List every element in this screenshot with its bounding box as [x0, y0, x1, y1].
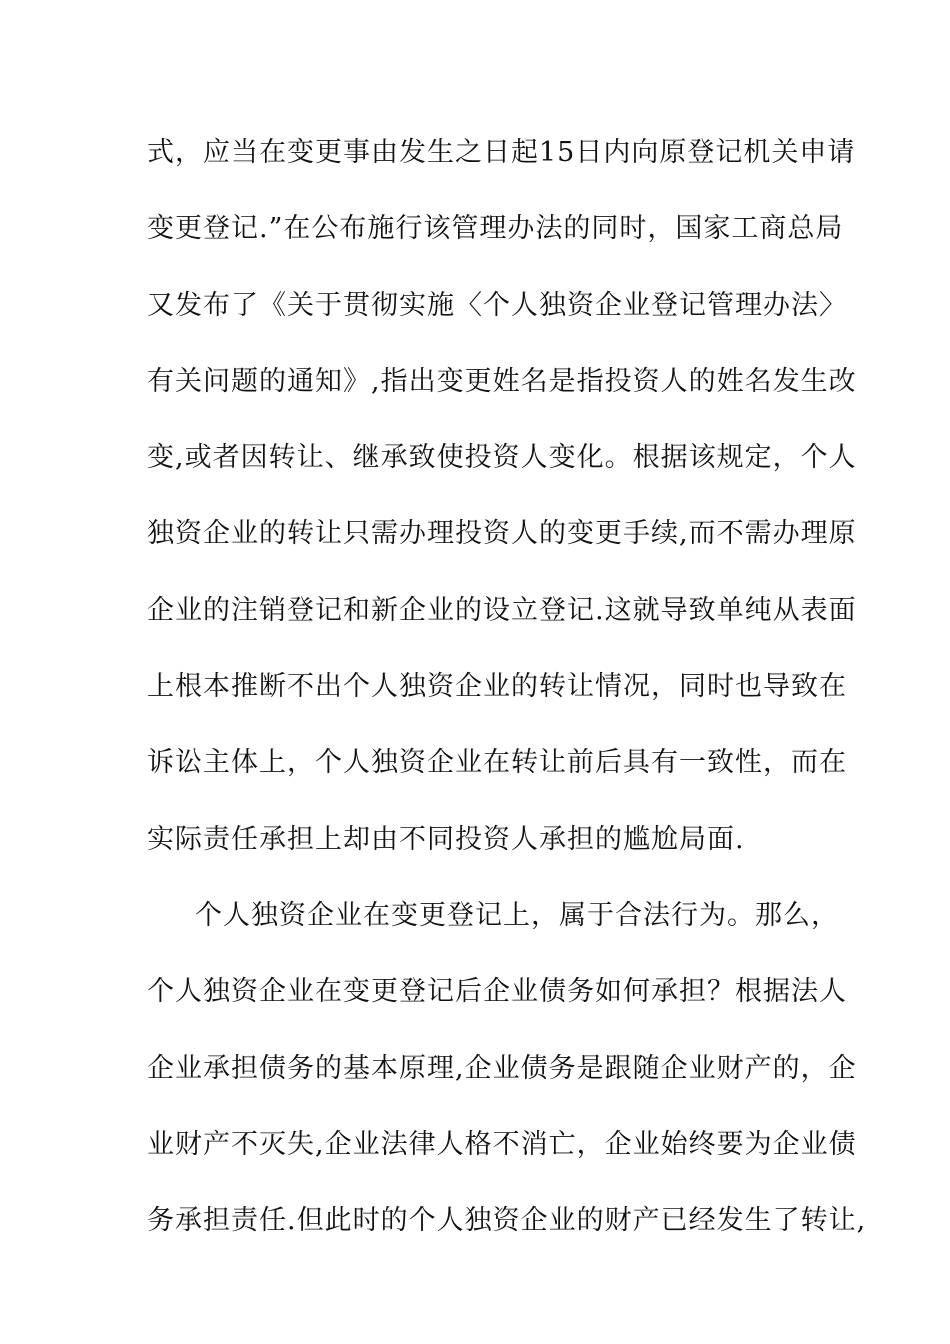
text-line: 又发布了《关于贯彻实施〈个人独资企业登记管理办法〉 — [147, 289, 847, 321]
text-line: 企业承担债务的基本原理,企业债务是跟随企业财产的，企 — [147, 1052, 857, 1084]
body-text — [147, 128, 867, 1272]
text-line: 变更登记.”在公布施行该管理办法的同时，国家工商总局 — [147, 213, 844, 245]
text-line: 务承担责任.但此时的个人独资企业的财产已经发生了转让, — [147, 1205, 867, 1237]
text-line: 诉讼主体上，个人独资企业在转让前后具有一致性，而在 — [147, 747, 847, 779]
text-line: 企业的注销登记和新企业的设立登记.这就导致单纯从表面 — [147, 594, 857, 626]
text-line: 业财产不灭失,企业法律人格不消亡，企业始终要为企业债 — [147, 1128, 857, 1160]
paragraph-first-line: 个人独资企业在变更登记上，属于合法行为。那么， — [195, 899, 839, 931]
text-line: 有关问题的通知》,指出变更姓名是指投资人的姓名发生改 — [147, 365, 857, 397]
text-line: 上根本推断不出个人独资企业的转让情况，同时也导致在 — [147, 671, 847, 703]
text-line: 变,或者因转让、继承致使投资人变化。根据该规定，个人 — [147, 442, 857, 474]
text-line: 式，应当在变更事由发生之日起15日内向原登记机关申请 — [147, 137, 856, 168]
text-line: 独资企业的转让只需办理投资人的变更手续,而不需办理原 — [147, 518, 857, 550]
paragraph-last-line: 实际责任承担上却由不同投资人承担的尴尬局面. — [147, 823, 745, 855]
text-line: 个人独资企业在变更登记后企业债务如何承担？根据法人 — [147, 976, 847, 1008]
